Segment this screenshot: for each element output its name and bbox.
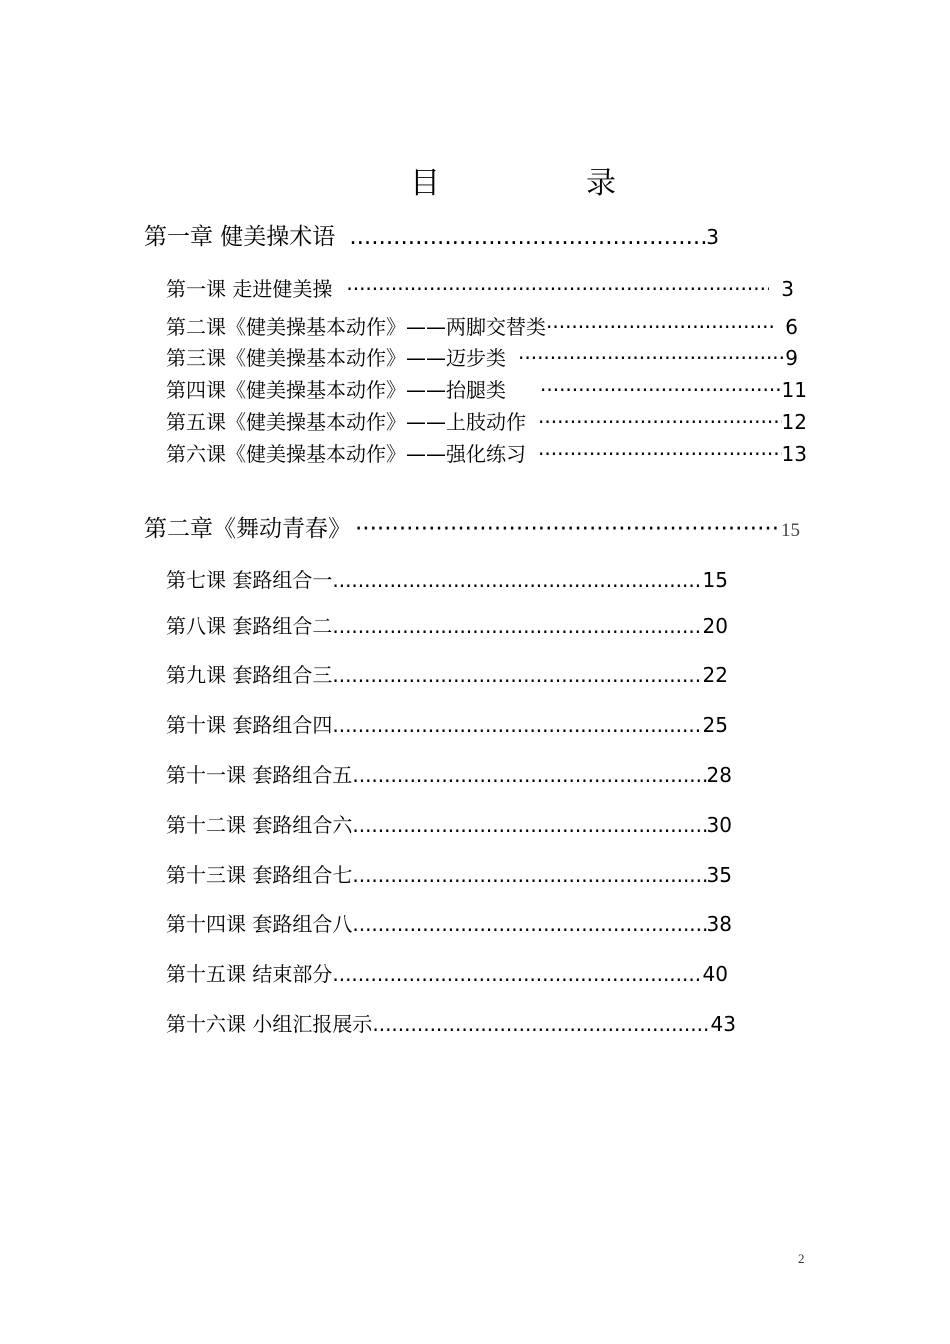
toc-lesson-12[interactable] (166, 809, 732, 838)
toc-page-number: 22 (702, 663, 728, 687)
toc-page-number: 12 (781, 410, 807, 434)
toc-lesson-13[interactable] (166, 859, 732, 888)
toc-lesson-5[interactable] (166, 406, 807, 435)
toc-page-number: 15 (702, 568, 728, 592)
toc-dot-leader (355, 516, 781, 542)
toc-dot-leader (346, 277, 769, 301)
toc-page-number: 35 (706, 863, 732, 887)
toc-lesson-16[interactable] (166, 1008, 736, 1037)
toc-lesson-label: 第二课《健美操基本动作》——两脚交替类 (166, 315, 546, 339)
toc-dot-leader (332, 568, 702, 592)
toc-lesson-label: 第十四课 套路组合八 (166, 912, 353, 936)
toc-lesson-label: 第十三课 套路组合七 (166, 863, 353, 887)
toc-dot-leader (332, 962, 702, 986)
toc-lesson-label: 第七课 套路组合一 (166, 568, 333, 592)
toc-lesson-label: 第十二课 套路组合六 (166, 813, 353, 837)
toc-dot-leader (518, 346, 785, 370)
toc-dot-leader (332, 614, 702, 638)
toc-lesson-6[interactable] (166, 438, 807, 467)
toc-dot-leader (372, 1012, 710, 1036)
toc-lesson-label: 第四课《健美操基本动作》——抬腿类 (166, 378, 506, 402)
toc-lesson-label: 第十一课 套路组合五 (166, 763, 353, 787)
toc-chapter-2[interactable] (144, 510, 800, 543)
toc-page-number: 9 (785, 346, 798, 370)
toc-lesson-label: 第五课《健美操基本动作》——上肢动作 (166, 410, 526, 434)
toc-lesson-14[interactable] (166, 908, 732, 937)
toc-dot-leader (352, 763, 706, 787)
toc-lesson-2[interactable] (166, 311, 798, 340)
toc-lesson-3[interactable] (166, 342, 798, 371)
toc-chapter-label: 第二章《舞动青春》 (144, 516, 351, 542)
toc-page-number: 28 (706, 763, 732, 787)
toc-page-number: 3 (781, 277, 794, 301)
toc-lesson-label: 第十六课 小组汇报展示 (166, 1012, 373, 1036)
toc-dot-leader (546, 315, 773, 339)
toc-lesson-label: 第十五课 结束部分 (166, 962, 333, 986)
toc-lesson-label: 第一课 走进健美操 (166, 277, 333, 301)
toc-page-number: 38 (706, 912, 732, 936)
toc-chapter-1[interactable] (144, 218, 719, 251)
toc-page-number: 3 (706, 225, 719, 249)
toc-dot-leader (540, 378, 782, 402)
toc-dot-leader (352, 863, 706, 887)
toc-dot-leader (352, 813, 706, 837)
page-number: 2 (798, 1251, 805, 1266)
toc-lesson-label: 第八课 套路组合二 (166, 614, 333, 638)
toc-dot-leader (332, 663, 702, 687)
toc-page-number: 40 (702, 962, 728, 986)
toc-page-number: 43 (710, 1012, 736, 1036)
toc-chapter-label: 第一章 健美操术语 (144, 224, 336, 250)
toc-page-number: 15 (781, 520, 800, 541)
toc-page-number: 25 (702, 713, 728, 737)
toc-lesson-label: 第九课 套路组合三 (166, 663, 333, 687)
toc-lesson-label: 第六课《健美操基本动作》——强化练习 (166, 442, 526, 466)
toc-lesson-label: 第十课 套路组合四 (166, 713, 333, 737)
toc-lesson-4[interactable] (166, 374, 807, 403)
toc-lesson-7[interactable] (166, 564, 728, 593)
toc-dot-leader (332, 713, 702, 737)
toc-page-number: 30 (706, 813, 732, 837)
toc-lesson-15[interactable] (166, 958, 728, 987)
toc-dot-leader (352, 912, 706, 936)
toc-lesson-11[interactable] (166, 759, 732, 788)
toc-dot-leader (349, 224, 706, 250)
toc-page-number: 11 (781, 378, 807, 402)
toc-dot-leader (538, 442, 782, 466)
toc-page-number: 20 (702, 614, 728, 638)
toc-lesson-10[interactable] (166, 709, 728, 738)
toc-page-number: 6 (785, 315, 798, 339)
toc-lesson-label: 第三课《健美操基本动作》——迈步类 (166, 346, 506, 370)
toc-lesson-1[interactable] (166, 273, 794, 302)
page-title: 目 录 (410, 166, 674, 201)
toc-dot-leader (538, 410, 782, 434)
toc-lesson-8[interactable] (166, 610, 728, 639)
toc-lesson-9[interactable] (166, 659, 728, 688)
toc-page-number: 13 (781, 442, 807, 466)
